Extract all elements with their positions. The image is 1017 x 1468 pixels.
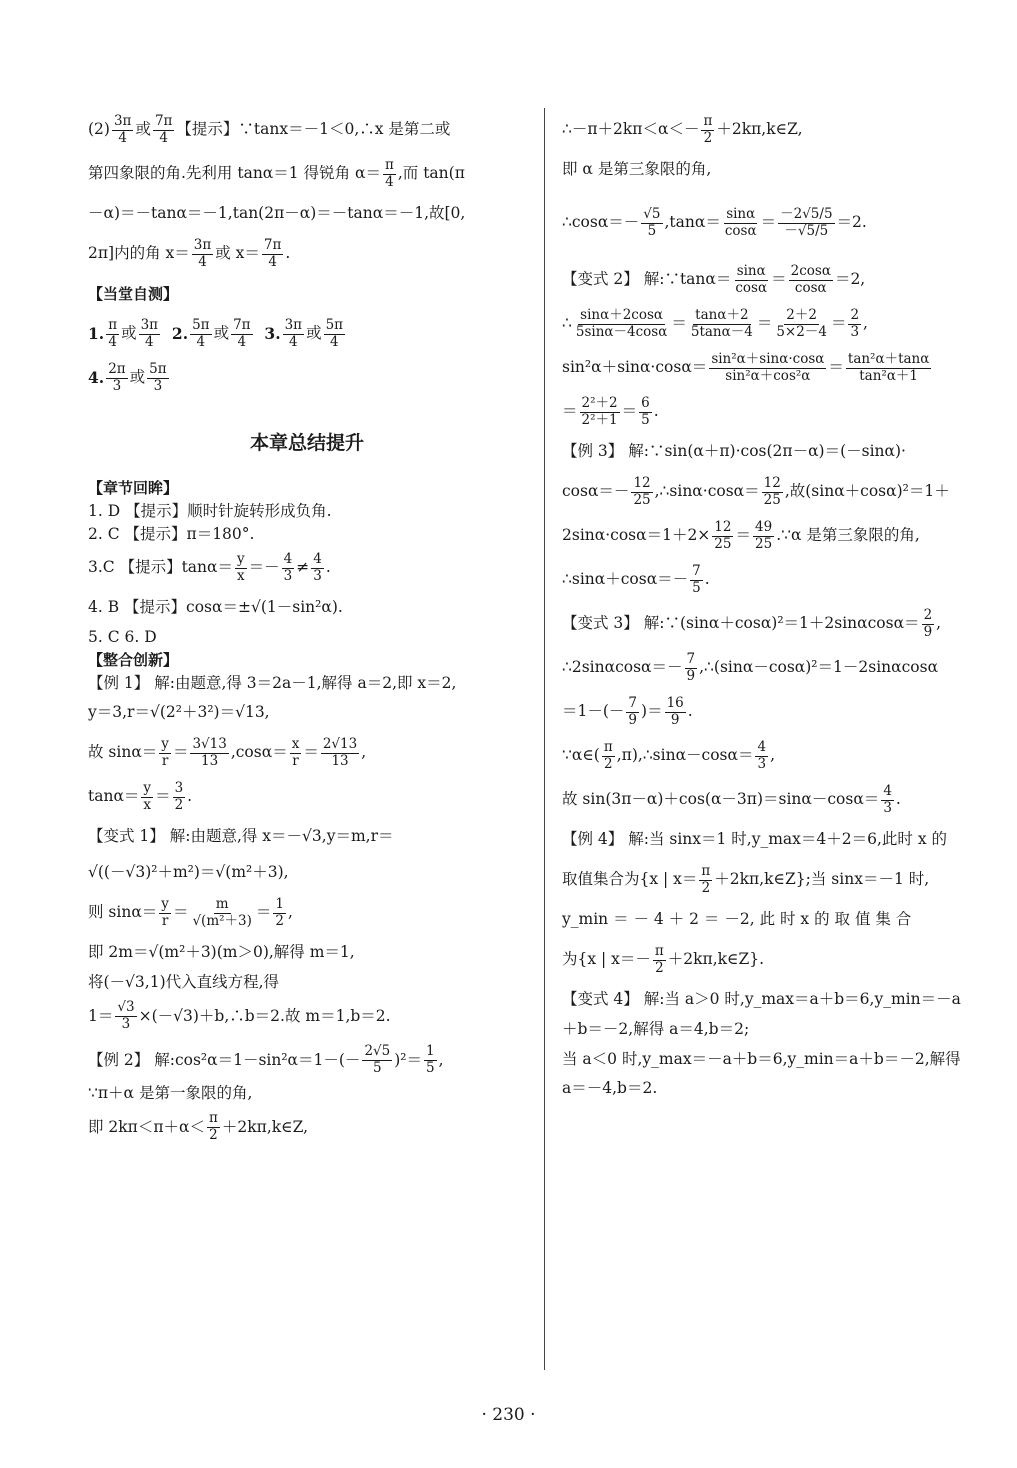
answer-line: ∵α∈( $\frac{\pi}{2}$ ,π),∴sinα－cosα＝ $\frac{4}{3}$ , bbox=[562, 738, 776, 772]
page-number: · 230 · bbox=[481, 1405, 536, 1425]
answer-line: 【例 4】 解:当 sinx＝1 时,y_max＝4＋2＝6,此时 x 的 bbox=[562, 830, 948, 849]
answer-line: 故 sinα＝ $\frac{y}{r}$ ＝ $\frac{3√13}{13}$ ,cosα＝ $\frac{x}{r}$ ＝ $\frac{2√13}{13}$ , bbox=[88, 735, 367, 769]
answer-line: √((－√3)²＋m²)＝√(m²＋3), bbox=[88, 863, 289, 882]
section-heading: 【整合创新】 bbox=[88, 651, 179, 670]
answer-line: cosα＝－ $\frac{12}{25}$ ,∴sinα·cosα＝ $\frac{12}{25}$ ,故(sinα＋cosα)²＝1＋ bbox=[562, 474, 950, 508]
answer-line: 4. B 【提示】cosα＝±√(1－sin²α). bbox=[88, 598, 343, 617]
fraction: $\frac{3\pi}{4}$ bbox=[193, 236, 212, 270]
section-heading: 【章节回眸】 bbox=[88, 479, 179, 497]
answer-line: 5. C 6. D bbox=[88, 628, 157, 646]
answer-line: 【变式 2】 解:∵tanα＝ $\frac{\sin\alpha}{\cos\alpha}$ ＝ $\frac{2\cos\alpha}{\cos\alpha}$ ＝2, bbox=[562, 262, 866, 296]
answer-line: ＝1－(－ $\frac{7}{9}$ )＝ $\frac{16}{9}$ . bbox=[562, 694, 693, 728]
answer-line: 故 sin(3π－α)＋cos(α－3π)＝sinα－cosα＝ $\frac{4}{3}$ . bbox=[562, 782, 901, 816]
chapter-title: 本章总结提升 bbox=[249, 432, 364, 454]
answer-line: 【变式 4】 解:当 a＞0 时,y_max＝a＋b＝6,y_min＝－a bbox=[562, 990, 961, 1009]
answer-line: 【例 1】 解:由题意,得 3＝2a－1,解得 a＝2,即 x＝2, bbox=[88, 673, 457, 692]
answer-line: a＝－4,b＝2. bbox=[562, 1079, 658, 1098]
answer-line: 第四象限的角.先利用 tanα＝1 得锐角 α＝ $\frac{\pi}{4}$ ,而 tan(π bbox=[88, 156, 465, 190]
answer-line: 【例 2】 解:cos²α＝1－sin²α＝1－(－ $\frac{2√5}{5}$ )²＝ $\frac{1}{5}$ , bbox=[88, 1043, 444, 1076]
answer-line: 1＝ $\frac{√3}{3}$ ×(－√3)＋b,∴b＝2.故 m＝1,b＝2. bbox=[88, 999, 391, 1032]
answer-line: 【例 3】 解:∵sin(α＋π)·cos(2π－α)＝(－sinα)· bbox=[562, 442, 906, 461]
answer-line: 取值集合为{x | x＝ $\frac{\pi}{2}$ ＋2kπ,k∈Z};当 sinx＝－1 时, bbox=[562, 862, 930, 896]
answer-line: 将(－√3,1)代入直线方程,得 bbox=[88, 973, 280, 991]
fraction: $\frac{7\pi}{4}$ bbox=[154, 112, 173, 146]
fraction: $\frac{3\pi}{4}$ bbox=[113, 112, 132, 146]
answer-line: (2) $\frac{3\pi}{4}$ 或 $\frac{7\pi}{4}$ 【提示】∵tanx＝－1＜0,∴x 是第二或 bbox=[88, 112, 451, 146]
answer-line: 2sinα·cosα＝1＋2× $\frac{12}{25}$ ＝ $\frac{49}{25}$ .∵α 是第三象限的角, bbox=[562, 518, 920, 552]
answer-line: tanα＝ $\frac{y}{x}$ ＝ $\frac{3}{2}$ . bbox=[88, 779, 193, 813]
answer-line: ∴cosα＝－ $\frac{√5}{5}$ ,tanα＝ $\frac{\sin\alpha}{\cos\alpha}$ ＝ $\frac{-2√5/5}{-√5/5}$ ＝2. bbox=[562, 205, 867, 239]
answer-line: 2. C 【提示】π＝180°. bbox=[88, 524, 255, 543]
answer-line: 为{x | x＝－ $\frac{\pi}{2}$ ＋2kπ,k∈Z}. bbox=[562, 942, 765, 976]
answer-line: 则 sinα＝ $\frac{y}{r}$ ＝ $\frac{m}{\text{√(m²＋3)}}$ ＝ $\frac{1}{2}$ , bbox=[88, 895, 293, 929]
answer-line: 即 α 是第三象限的角, bbox=[562, 160, 712, 179]
fraction: $\frac{7\pi}{4}$ bbox=[263, 236, 282, 270]
answer-line: 【变式 1】 解:由题意,得 x＝－√3,y＝m,r＝ bbox=[88, 827, 394, 846]
answer-line: ∴ $\frac{\sin\alpha+2\cos\alpha}{5\sin\alpha-4\cos\alpha}$ ＝ $\frac{\tan\alpha+2}{5\tan\alpha-4}$ ＝ $\frac{2+2}{5\times 2-4}$ ＝ $\frac{2}{3}$ , bbox=[562, 306, 868, 340]
left-column bbox=[88, 108, 526, 1150]
answer-line: 即 2m＝√(m²＋3)(m＞0),解得 m＝1, bbox=[88, 943, 355, 962]
answer-line: ＋b＝－2,解得 a＝4,b＝2; bbox=[562, 1020, 750, 1038]
answer-line: 3.C 【提示】tanα＝ $\frac{y}{x}$ ＝－ $\frac{4}{3}$ ≠ $\frac{4}{3}$ . bbox=[88, 550, 331, 584]
answer-line: 【变式 3】 解:∵(sinα＋cosα)²＝1＋2sinαcosα＝ $\frac{2}{9}$ , bbox=[562, 606, 942, 640]
fraction: $\frac{\pi}{4}$ bbox=[384, 156, 394, 190]
answer-line: －α)＝－tanα＝－1,tan(2π－α)＝－tanα＝－1,故[0, bbox=[88, 204, 466, 223]
self-test-answers: 4. $\frac{2\pi}{3}$ 或 $\frac{5\pi}{3}$ bbox=[88, 360, 167, 394]
answer-line: ＝ $\frac{\text{2²＋2}}{\text{2²＋1}}$ ＝ $\frac{6}{5}$ . bbox=[562, 394, 659, 428]
answer-line: ∴2sinαcosα＝－ $\frac{7}{9}$ ,∴(sinα－cosα)²＝1－2sinαcosα bbox=[562, 650, 939, 684]
answer-line: ∴sinα＋cosα＝－ $\frac{7}{5}$ . bbox=[562, 562, 710, 596]
self-test-answers: 1. $\frac{\pi}{4}$ 或 $\frac{3\pi}{4}$ 2. $\frac{5\pi}{4}$ 或 $\frac{7\pi}{4}$ 3. $\frac{3\pi}{4}$ 或 $\frac{5\pi}{4}$ bbox=[88, 316, 344, 350]
answer-line: 即 2kπ＜π＋α＜ $\frac{\pi}{2}$ ＋2kπ,k∈Z, bbox=[88, 1110, 309, 1143]
column-divider bbox=[544, 108, 545, 1370]
answer-line: y＝3,r＝√(2²＋3²)＝√13, bbox=[88, 703, 270, 722]
answer-line: 2π]内的角 x＝ $\frac{3\pi}{4}$ 或 x＝ $\frac{7\pi}{4}$ . bbox=[88, 236, 291, 270]
text: (2) bbox=[88, 120, 110, 139]
answer-line: ∴－π＋2kπ＜α＜－ $\frac{\pi}{2}$ ＋2kπ,k∈Z, bbox=[562, 112, 803, 146]
answer-line: ∵π＋α 是第一象限的角, bbox=[88, 1084, 253, 1103]
right-column bbox=[562, 108, 1002, 1101]
answer-line: 1. D 【提示】顺时针旋转形成负角. bbox=[88, 501, 332, 520]
section-heading: 【当堂自测】 bbox=[88, 284, 179, 303]
answer-line: sin²α＋sinα·cosα＝ $\frac{\text{sin²α＋sinα·cosα}}{\text{sin²α＋cos²α}}$ ＝ $\frac{\text{tan²α＋tanα}}{\text{tan²α＋1}}$ bbox=[562, 350, 930, 384]
answer-line: 当 a＜0 时,y_max＝－a＋b＝6,y_min＝a＋b＝－2,解得 bbox=[562, 1049, 961, 1068]
answer-line: y_min ＝ － 4 ＋ 2 ＝ －2, 此 时 x 的 取 值 集 合 bbox=[562, 910, 912, 929]
